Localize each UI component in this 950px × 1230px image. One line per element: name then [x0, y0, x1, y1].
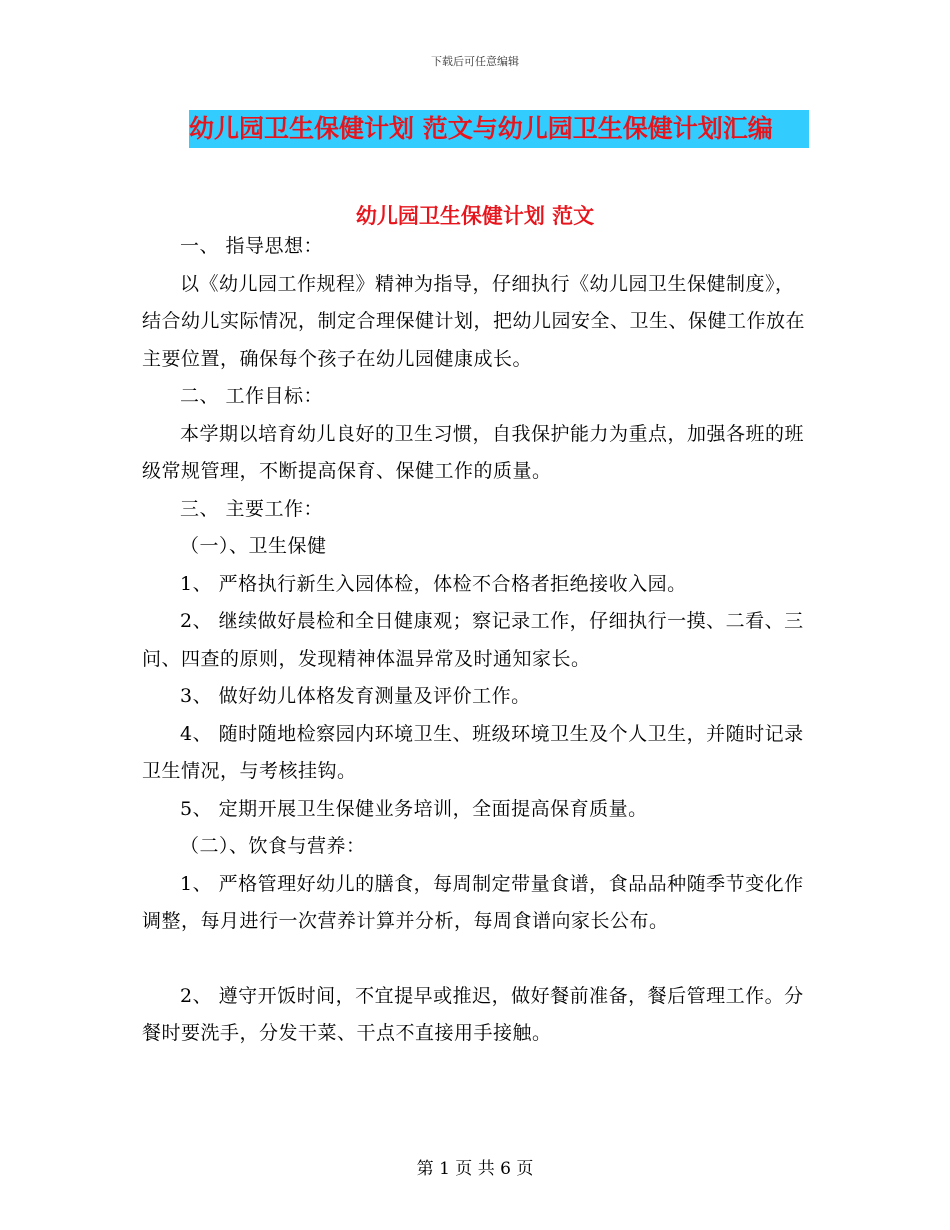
header-note: 下载后可任意编辑: [431, 55, 519, 68]
page-number-footer: 第 1 页 共 6 页: [416, 1159, 534, 1179]
paragraph-heading-3: 三、 主要工作：: [180, 497, 324, 520]
document-title: 幼儿园卫生保健计划 范文与幼儿园卫生保健计划汇编: [189, 110, 809, 148]
list-item: 4、 随时随地检察园内环境卫生、班级环境卫生及个人卫生，并随时记录卫生情况，与考核挂钩。: [142, 722, 804, 782]
list-item: 1、 严格管理好幼儿的膳食，每周制定带量食谱，食品品种随季节变化作调整，每月进行一次营养计算并分析，每周食谱向家长公布。: [142, 872, 804, 932]
paragraph: 本学期以培育幼儿良好的卫生习惯，自我保护能力为重点，加强各班的班级常规管理，不断提高保育、保健工作的质量。: [142, 422, 805, 482]
section-title: 幼儿园卫生保健计划 范文: [355, 204, 595, 228]
list-item: 1、 严格执行新生入园体检，体检不合格者拒绝接收入园。: [180, 572, 687, 595]
document-body: [142, 228, 808, 1053]
paragraph-heading-1: 一、 指导思想：: [180, 235, 324, 257]
list-item: 3、 做好幼儿体格发育测量及评价工作。: [180, 685, 531, 707]
list-item: 5、 定期开展卫生保健业务培训，全面提高保育质量。: [180, 797, 648, 820]
list-item: 2、 继续做好晨检和全日健康观；察记录工作，仔细执行一摸、二看、三问、四查的原则，发现精神体温异常及时通知家长。: [142, 610, 804, 670]
paragraph-heading-2: 二、 工作目标：: [180, 385, 324, 407]
list-item: 2、 遵守开饭时间，不宜提早或推迟，做好餐前准备，餐后管理工作。分餐时要洗手，分发干菜、干点不直接用手接触。: [142, 984, 804, 1044]
paragraph: 以《幼儿园工作规程》精神为指导，仔细执行《幼儿园卫生保健制度》，结合幼儿实际情况，制定合理保健计划，把幼儿园安全、卫生、保健工作放在主要位置，确保每个孩子在幼儿园健康成长。: [142, 272, 806, 370]
subsection-heading: （二）、饮食与营养：: [180, 835, 366, 857]
subsection-heading: （一）、卫生保健: [180, 535, 327, 557]
